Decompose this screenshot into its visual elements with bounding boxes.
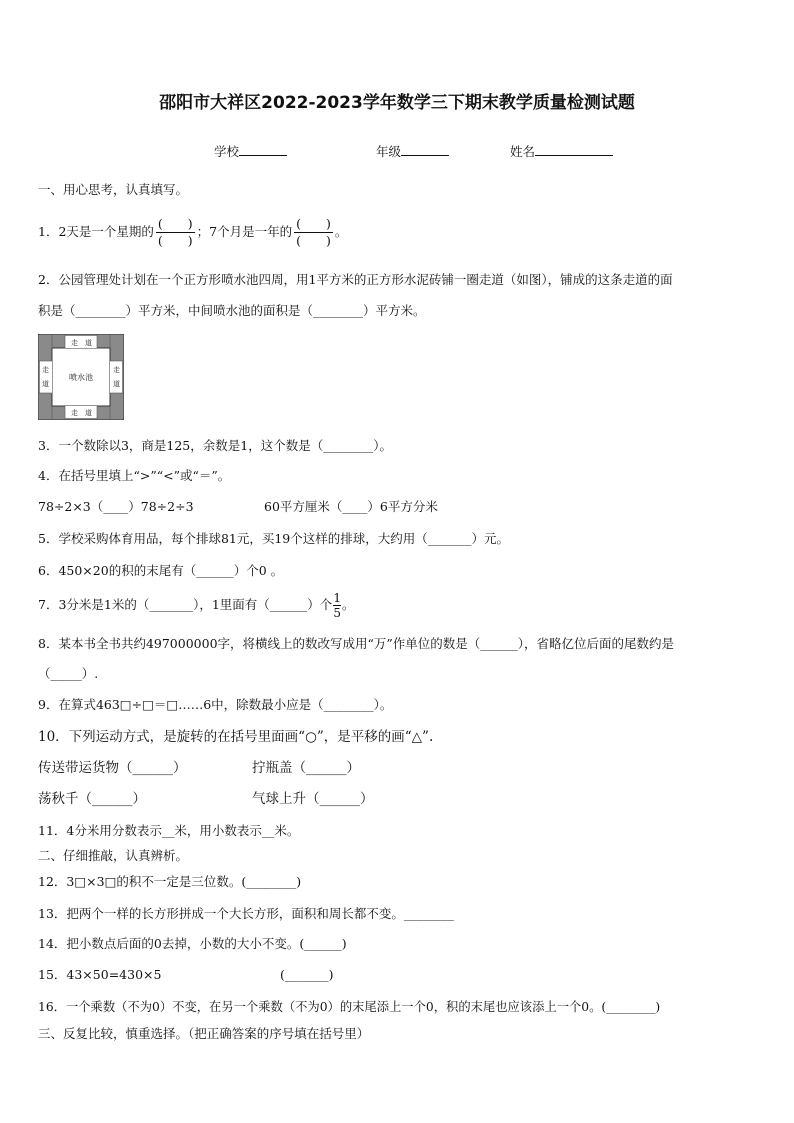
question-2-line-1: 2．公园管理处计划在一个正方形喷水池四周，用1平方米的正方形水泥砖铺一圈走道（如图），铺成的这条走道的面 (38, 272, 673, 287)
question-10-item-4: 气球上升（______） (252, 791, 374, 807)
q1-fraction-2 (294, 216, 333, 249)
walkway-left-char-2: 道 (42, 380, 49, 388)
name-label: 姓名 (510, 144, 536, 159)
question-13: 13．把两个一样的长方形拼成一个大长方形，面积和周长都不变。________ (38, 906, 454, 921)
school-blank[interactable] (239, 143, 287, 156)
question-12: 12．3□×3□的积不一定是三位数。(________) (38, 874, 302, 889)
question-4-right: 60平方厘米（____）6平方分米 (264, 499, 438, 514)
question-10-item-3: 荡秋千（______） (38, 791, 146, 807)
grade-label: 年级 (376, 144, 402, 159)
question-2-line-2: 积是（________）平方米，中间喷水池的面积是（________）平方米。 (38, 303, 426, 318)
walkway-right-char-1: 走 (113, 366, 120, 374)
school-field (214, 142, 287, 160)
name-field (510, 142, 613, 160)
q1-text-b: ；7个月是一年的 (196, 224, 293, 239)
question-8-line-1: 8．某本书全书共约497000000字，将横线上的数改写成用“万”作单位的数是（______），省略亿位后面的尾数约是 (38, 636, 675, 651)
question-10-item-1: 传送带运货物（______） (38, 760, 187, 776)
q1-fraction-1-den[interactable]: ( ) (157, 233, 193, 248)
grade-field (376, 142, 449, 160)
page-title: 邵阳市大祥区2022-2023学年数学三下期末教学质量检测试题 (159, 93, 635, 113)
school-label: 学校 (214, 144, 240, 159)
q7-text-b: 。 (341, 597, 355, 612)
q1-fraction-2-num[interactable]: ( ) (296, 216, 331, 231)
q7-fraction-num: 1 (333, 591, 341, 605)
q1-text-a: 1．2天是一个星期的 (38, 224, 154, 239)
question-11: 11．4分米用分数表示__米，用小数表示__米。 (38, 823, 300, 838)
question-7 (38, 590, 354, 620)
q1-fraction-1 (156, 216, 195, 249)
question-9: 9．在算式463□÷□＝□……6中，除数最小应是（________）。 (38, 697, 393, 712)
section-1-heading: 一、用心思考，认真填写。 (38, 182, 189, 197)
question-14: 14．把小数点后面的0去掉，小数的大小不变。(______) (38, 936, 347, 951)
q1-text-c: 。 (334, 224, 348, 239)
question-4-stem: 4．在括号里填上“>”“<”或“＝”。 (38, 468, 231, 483)
q1-fraction-2-den[interactable]: ( ) (296, 233, 331, 248)
q7-fraction (333, 591, 341, 620)
q1-fraction-1-num[interactable]: ( ) (157, 216, 193, 231)
walkway-top-char-1: 走 (71, 339, 78, 347)
fountain-label: 喷水池 (69, 373, 93, 382)
q7-fraction-den: 5 (333, 606, 341, 620)
walkway-bottom-char-2: 道 (85, 409, 92, 417)
section-2-heading: 二、仔细推敲，认真辨析。 (38, 848, 189, 863)
walkway-bottom-char-1: 走 (71, 409, 78, 417)
question-6: 6．450×20的积的末尾有（______）个0 。 (38, 563, 284, 578)
question-15: 15．43×50=430×5 (38, 967, 162, 982)
question-10-stem: 10．下列运动方式，是旋转的在括号里面画“○”，是平移的画“△”. (38, 729, 434, 745)
walkway-right-char-2: 道 (113, 380, 120, 388)
section-3-heading: 三、反复比较，慎重选择。（把正确答案的序号填在括号里） (38, 1026, 370, 1041)
question-3: 3．一个数除以3，商是125，余数是1，这个数是（________）。 (38, 438, 392, 453)
question-1 (38, 213, 347, 251)
walkway-left-char-1: 走 (42, 366, 49, 374)
question-4-left: 78÷2×3（____）78÷2÷3 (38, 499, 194, 514)
walkway-top-char-2: 道 (85, 339, 92, 347)
question-10-item-2: 拧瓶盖（______） (252, 760, 360, 776)
grade-blank[interactable] (401, 143, 449, 156)
pool-walkway-figure (38, 334, 124, 420)
name-blank[interactable] (535, 143, 613, 156)
q7-text-a: 7．3分米是1米的（_______），1里面有（______）个 (38, 597, 333, 612)
question-8-line-2: （_____）. (38, 666, 99, 681)
question-16: 16．一个乘数（不为0）不变，在另一个乘数（不为0）的末尾添上一个0，积的末尾也应该添上一个0。(________) (38, 1000, 661, 1014)
question-15-answer[interactable]: (_______) (280, 967, 334, 982)
question-5: 5．学校采购体育用品，每个排球81元，买19个这样的排球，大约用（_______）元。 (38, 531, 510, 546)
